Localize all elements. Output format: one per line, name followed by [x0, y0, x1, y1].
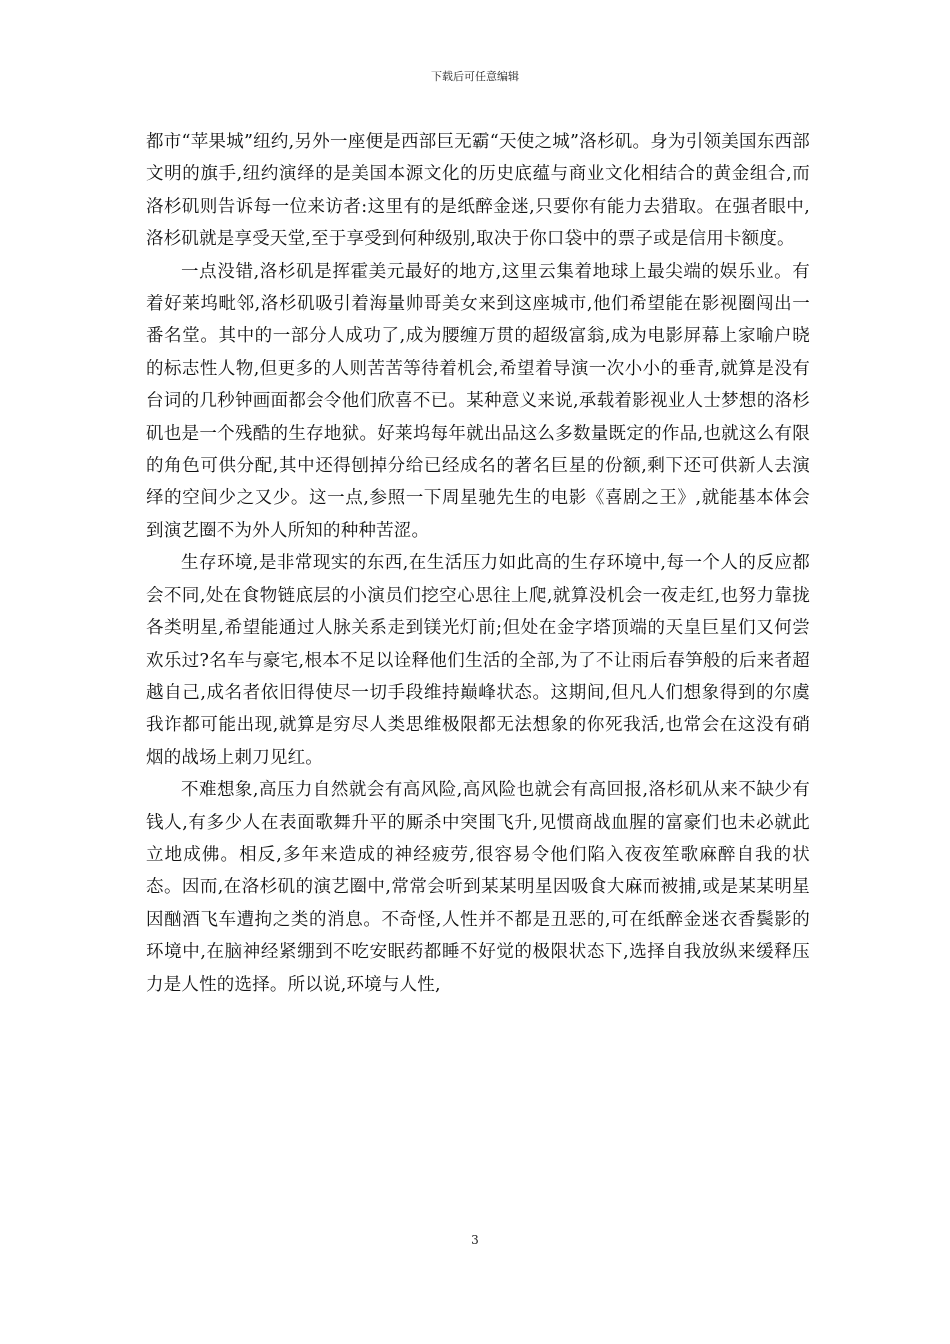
page-number: 3 — [471, 1233, 479, 1247]
page-header: 下载后可任意编辑 — [431, 70, 519, 83]
paragraph-continuation: 都市“苹果城”纽约,另外一座便是西部巨无霸“天使之城”洛杉矶。身为引领美国东西部文明的旗手,纽约演绎的是美国本源文化的历史底蕴与商业文化相结合的黄金组合,而洛杉矶则告诉每一位来访者:这里有的是纸醉金迷,只要你有能力去猎取。在强者眼中,洛杉矶就是享受天堂,至于享受到何种级别,取决于你口袋中的票子或是信用卡额度。 — [146, 132, 810, 250]
paragraph: 一点没错,洛杉矶是挥霍美元最好的地方,这里云集着地球上最尖端的娱乐业。有着好莱坞毗邻,洛杉矶吸引着海量帅哥美女来到这座城市,他们希望能在影视圈闯出一番名堂。其中的一部分人成功了,成为腰缠万贯的超级富翁,成为电影屏幕上家喻户晓的标志性人物,但更多的人则苦苦等待着机会,希望着导演一次小小的垂青,就算是没有台词的几秒钟画面都会令他们欣喜不已。某种意义来说,承载着影视业人士梦想的洛杉矶也是一个残酷的生存地狱。好莱坞每年就出品这么多数量既定的作品,也就这么有限的角色可供分配,其中还得刨掉分给已经成名的著名巨星的份额,剩下还可供新人去演绎的空间少之又少。这一点,参照一下周星驰先生的电影《喜剧之王》,就能基本体会到演艺圈不为外人所知的种种苦涩。 — [146, 261, 810, 541]
paragraph: 不难想象,高压力自然就会有高风险,高风险也就会有高回报,洛杉矶从来不缺少有钱人,有多少人在表面歌舞升平的厮杀中突围飞升,见惯商战血腥的富豪们也未必就此立地成佛。相反,多年来造成的神经疲劳,很容易令他们陷入夜夜笙歌麻醉自我的状态。因而,在洛杉矶的演艺圈中,常常会听到某某明星因吸食大麻而被捕,或是某某明星因酗酒飞车遭拘之类的消息。不奇怪,人性并不都是丑恶的,可在纸醉金迷衣香鬓影的环境中,在脑神经紧绷到不吃安眠药都睡不好觉的极限状态下,选择自我放纵来缓释压力是人性的选择。所以说,环境与人性, — [146, 780, 810, 995]
paragraph: 生存环境,是非常现实的东西,在生活压力如此高的生存环境中,每一个人的反应都会不同,处在食物链底层的小演员们挖空心思往上爬,就算没机会一夜走红,也努力靠拢各类明星,希望能通过人脉关系走到镁光灯前;但处在金字塔顶端的天皇巨星们又何尝欢乐过?名车与豪宅,根本不足以诠释他们生活的全部,为了不让雨后春笋般的后来者超越自己,成名者依旧得使尽一切手段维持巅峰状态。这期间,但凡人们想象得到的尔虞我诈都可能出现,就算是穷尽人类思维极限都无法想象的你死我活,也常会在这没有硝烟的战场上刺刀见红。 — [146, 553, 810, 768]
document-body — [146, 126, 810, 1001]
